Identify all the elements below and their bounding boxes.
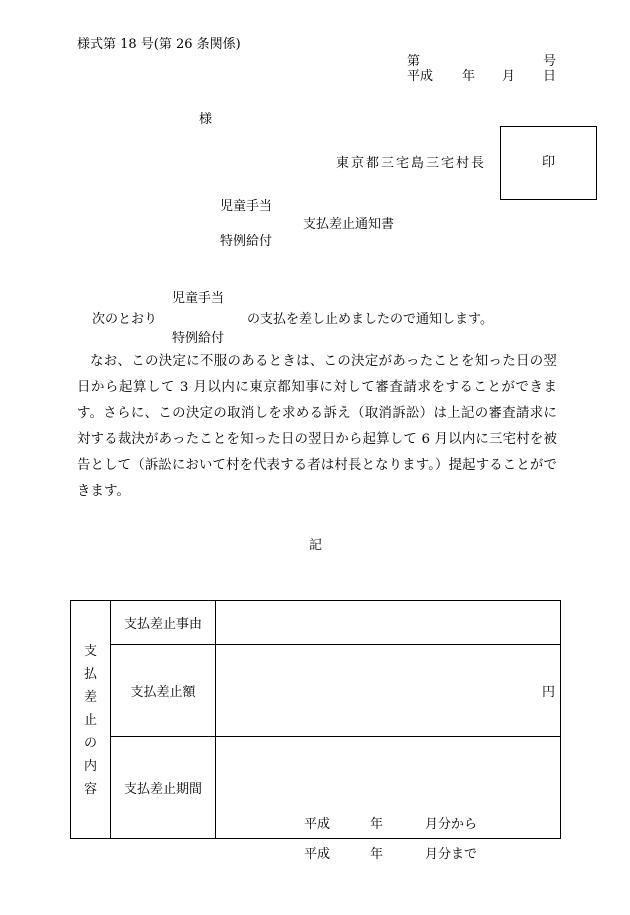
section-label-char: 内 (83, 758, 97, 774)
section-label-char: 容 (83, 781, 97, 797)
period-from-era: 平成 (304, 816, 331, 832)
table-row-period (71, 737, 561, 839)
title-option-1: 児童手当 (220, 199, 273, 214)
period-to-year: 年 (370, 846, 384, 862)
period-to-line (304, 846, 478, 862)
document-title: 支払差止通知書 (303, 217, 395, 232)
reason-value (216, 601, 561, 645)
number-suffix: 号 (543, 54, 557, 69)
details-table (70, 600, 561, 862)
period-to-era: 平成 (304, 846, 331, 862)
reason-label: 支払差止事由 (111, 601, 216, 645)
section-label-cell (71, 601, 111, 839)
issuer-name: 東京都三宅島三宅村長 (336, 156, 487, 171)
form-number: 様式第 18 号(第 26 条関係) (77, 37, 241, 52)
date-year-label: 年 (462, 69, 476, 84)
body-suffix: の支払を差し止めましたので通知します。 (247, 312, 493, 327)
period-value-cell (216, 737, 561, 862)
number-prefix: 第 (407, 54, 421, 69)
section-label-char: の (83, 735, 97, 751)
seal-box (500, 126, 597, 200)
table-row-amount (71, 645, 561, 737)
body-prefix: 次のとおり (92, 312, 158, 327)
date-era: 平成 (407, 69, 434, 84)
table-row-reason (71, 601, 561, 645)
amount-value-cell (216, 645, 561, 737)
date-month-label: 月 (502, 69, 516, 84)
ki-heading: 記 (309, 538, 323, 553)
period-from-line (304, 816, 478, 832)
section-vertical-label (84, 645, 97, 796)
section-label-char: 払 (83, 666, 97, 682)
section-label-char: 差 (83, 689, 97, 705)
appeal-notice-paragraph: なお、この決定に不服のあるときは、この決定があったことを知った日の翌日から起算して 3 月以内に東京都知事に対して審査請求をすることができます。さらに、この決定の取消しを求める訴え（取消訴訟）は上記の審査請求に対する裁決があったことを知った日の翌日から起算して 6 月以内に三宅村を被告として（訴訟において村を代表する者は村長となります。）提起することができます。 (77, 354, 557, 499)
period-from-suffix: 月分から (425, 816, 478, 832)
section-label-char: 支 (83, 643, 97, 659)
body-option-1: 児童手当 (172, 291, 225, 306)
title-option-2: 特例給付 (220, 234, 273, 249)
amount-label: 支払差止額 (111, 645, 216, 737)
date-day-label: 日 (543, 69, 557, 84)
period-to-suffix: 月分まで (425, 846, 478, 862)
seal-label: 印 (541, 155, 555, 170)
body-option-2: 特例給付 (172, 331, 225, 346)
section-label-char: 止 (83, 712, 97, 728)
amount-unit: 円 (541, 685, 555, 700)
addressee-suffix: 様 (199, 112, 213, 127)
period-from-year: 年 (370, 816, 384, 832)
period-label: 支払差止期間 (111, 737, 216, 839)
